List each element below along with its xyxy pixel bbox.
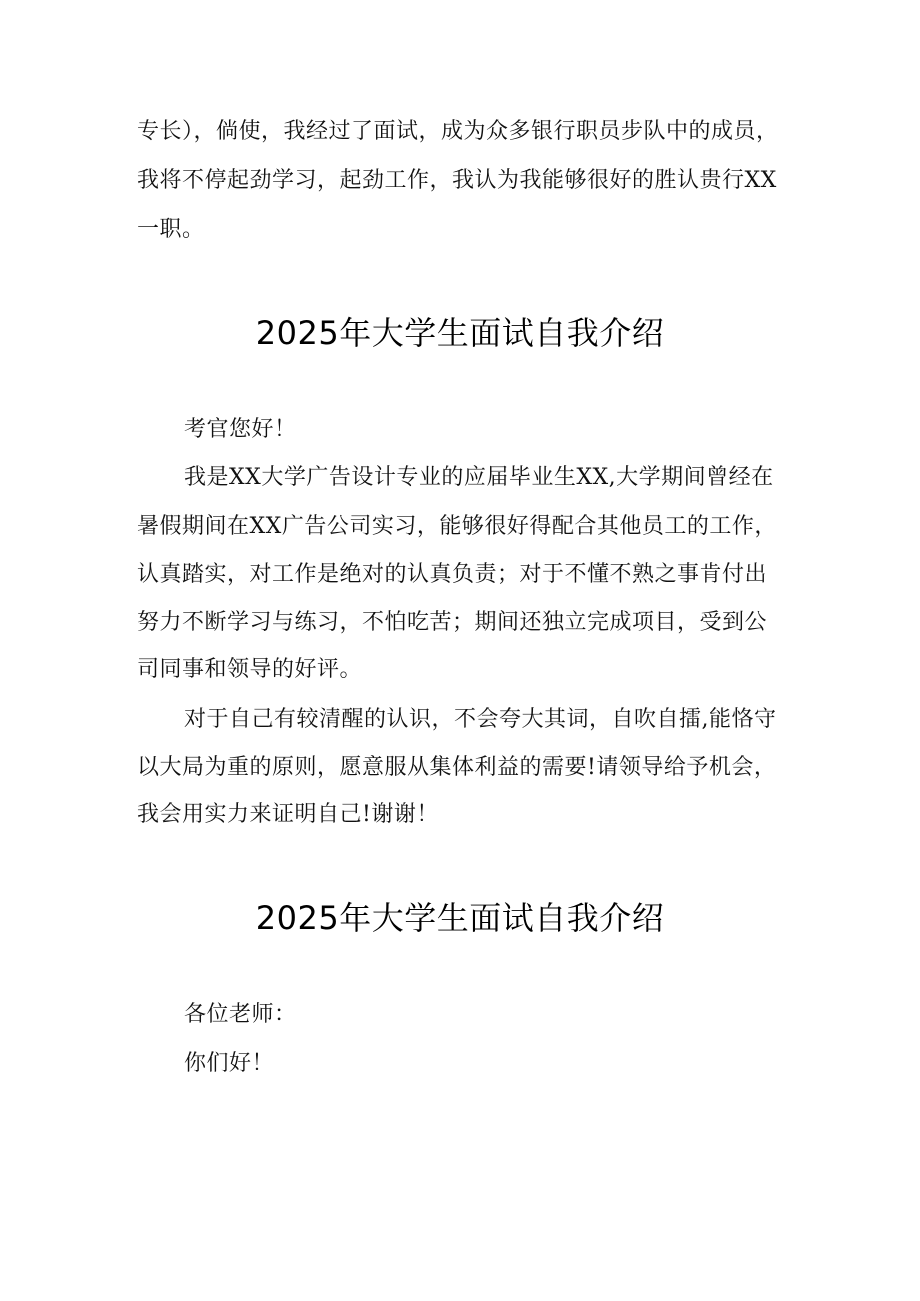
- section-title: 2025年大学生面试自我介绍: [255, 314, 665, 352]
- body-text-line: 专长），倘使，我经过了面试，成为众多银行职员步队中的成员，: [137, 119, 779, 144]
- paragraph-line: 对于自己有较清醒的认识，不会夸大其词，自吹自擂,能恪守: [184, 707, 777, 732]
- greeting-line: 你们好！: [184, 1051, 275, 1076]
- body-text-line: 一职。: [137, 217, 205, 242]
- paragraph-line: 努力不断学习与练习，不怕吃苦；期间还独立完成项目，受到公: [137, 610, 768, 635]
- paragraph-line: 司同事和领导的好评。: [137, 657, 363, 682]
- paragraph-line: 暑假期间在XX广告公司实习，能够很好得配合其他员工的工作，: [137, 514, 777, 539]
- section-title: 2025年大学生面试自我介绍: [255, 899, 665, 937]
- body-text-line: 我将不停起劲学习，起劲工作，我认为我能够很好的胜认贵行XX: [137, 168, 777, 193]
- salutation-line: 各位老师：: [184, 1002, 297, 1027]
- paragraph-line: 我是XX大学广告设计专业的应届毕业生XX,大学期间曾经在: [184, 465, 774, 490]
- greeting-line: 考官您好！: [184, 417, 297, 442]
- paragraph-line: 我会用实力来证明自己!谢谢！: [137, 802, 439, 827]
- paragraph-line: 以大局为重的原则，愿意服从集体利益的需要!请领导给予机会，: [137, 755, 777, 780]
- paragraph-line: 认真踏实，对工作是绝对的认真负责；对于不懂不熟之事肯付出: [137, 562, 768, 587]
